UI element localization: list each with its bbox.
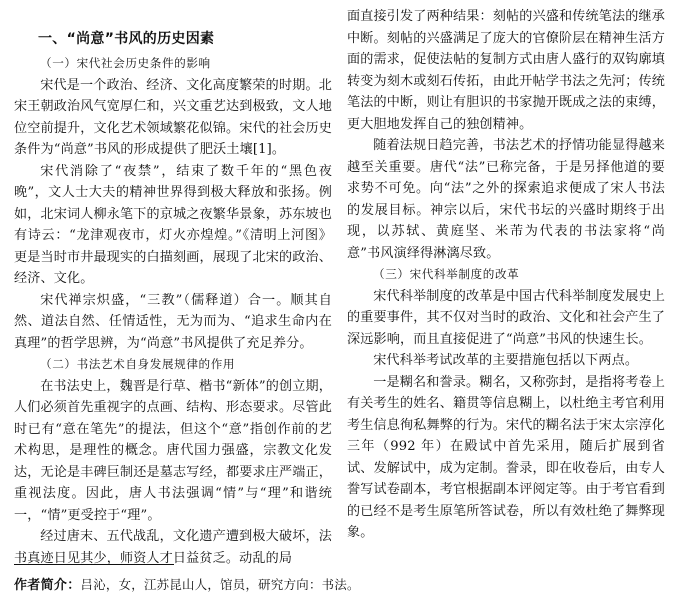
paragraph-war-damage: 经过唐末、五代战乱，文化遗产遭到极大破坏，法书真迹日见其少，师资人才日益贫乏。动乱的局 [14,529,332,566]
paragraph-reform-measures: 宋代科举考试改革的主要措施包括以下两点。 [373,353,639,368]
paragraph-sealing-copying: 一是糊名和誊录。糊名，又称弥封，是指将考卷上有关考生的姓名、籍贯等信息糊上，以杜绝主考官利用考生信息徇私舞弊的行为。宋代的糊名法于宋太宗淳化三年（992 年）在殿试中首先采用，随后扩展到省试、发解试中，成为定制。誊录，即在收卷后，由专人誊写试卷副本，考官根据副本评阅定等。由于考官看到的已经不是考生原笔所答试卷，所以有效杜绝了舞弊现象。 [347,374,665,540]
left-column [14,28,332,569]
subsection-title-3: （三）宋代科举制度的改革 [373,267,520,281]
paragraph-expressive-function: 随着法规日趋完善，书法艺术的抒情功能显得越来越至关重要。唐代“法”已称完备，于是另择他道的要求势不可免。向“法”之外的探索追求便成了宋人书法的发展目标。神宗以后，宋代书坛的兴盛时期终于出现，以苏轼、黄庭坚、米芾为代表的书法家将“尚意”书风演绎得淋漓尽致。 [347,138,665,261]
paragraph-song-prosperity: 宋代是一个政治、经济、文化高度繁荣的时期。北宋王朝政治风气宽厚仁和，兴文重艺达到极致，文人地位空前提升，文化艺术领域繁花似锦。宋代的社会历史条件为“尚意”书风的形成提供了肥沃土壤[1]。 [14,77,332,157]
subsection-title-2: （二）书法艺术自身发展规律的作用 [40,357,236,371]
paragraph-three-teachings: 宋代禅宗炽盛，“三教”（儒释道）合一。顺其自然、道法自然、任情适性，无为而为、“追求生命内在真理”的哲学思辨，为“尚意”书风提供了充足养分。 [14,292,332,351]
footnote-label: 作者简介： [14,578,81,593]
paragraph-calligraphy-history: 在书法史上，魏晋是行草、楷书“新体”的创立期，人们必须首先重视字的点画、结构、形态要求。尽管此时已有“意在笔先”的提法，但这个“意”指创作前的艺术构思，是理性的概念。唐代国力强盛，宗教文化发达，无论是丰碑巨制还是墓志写经，都要求庄严端正，重视法度。因此，唐人书法强调“情”与“理”和谐统一，“情”更受控于“理”。 [14,378,332,523]
footnote-divider [14,564,174,565]
paragraph-exam-reform: 宋代科举制度的改革是中国古代科举制度发展史上的重要事件，其不仅对当时的政治、文化和社会产生了深远影响，而且直接促进了“尚意”书风的快速生长。 [347,288,665,347]
footnote-text: 吕沁，女，江苏昆山人，馆员，研究方向：书法。 [80,577,360,592]
paragraph-continuation: 面直接引发了两种结果：刻帖的兴盛和传统笔法的继承中断。刻帖的兴盛满足了庞大的官僚阶层在精神生活方面的需求，促使法帖的复制方式由唐人盛行的双钩廓填转变为刻木或刻石传拓，由此开帖学书法之先河；传统笔法的中断，则让有胆识的书家抛开既成之法的束缚，更大胆地发挥自己的独创精神。 [347,9,665,132]
section-title: 一、“尚意”书风的历史因素 [38,31,215,47]
paragraph-night-ban: 宋代消除了“夜禁”，结束了数千年的“黑色夜晚”，文人士大夫的精神世界得到极大释放和张扬。例如，北宋词人柳永笔下的京城之夜繁华景象，苏东坡也有诗云：“龙津观夜市，灯火亦煌煌。”《清明上河图》更是当时市井最现实的白描刻画，展现了北宋的政治、经济、文化。 [14,163,332,286]
subsection-title-1: （一）宋代社会历史条件的影响 [40,56,211,70]
right-column [347,6,665,544]
author-footnote [14,575,664,596]
